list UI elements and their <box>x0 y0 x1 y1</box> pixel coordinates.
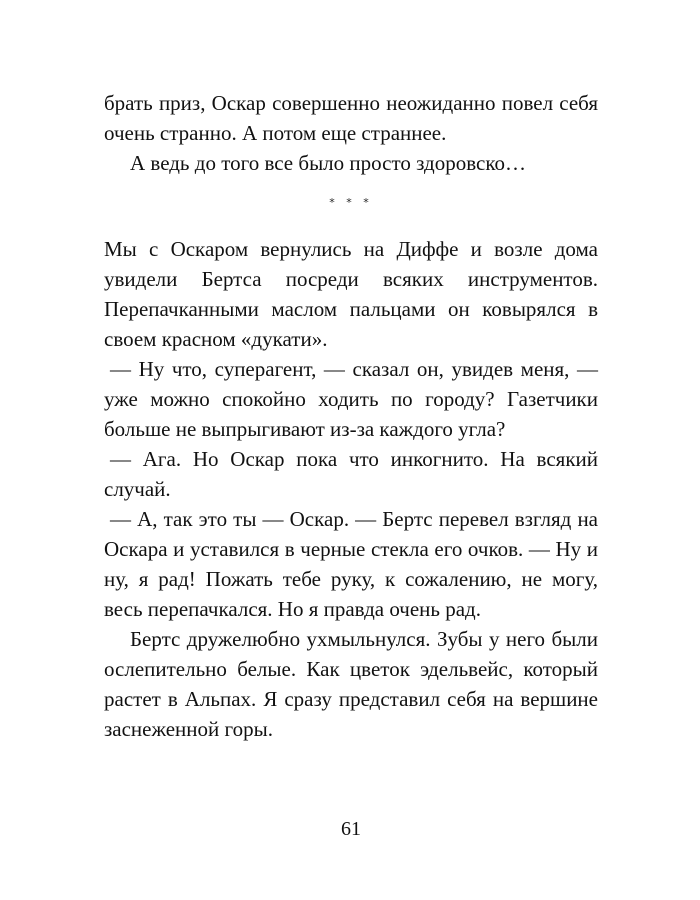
dialogue-line: — А, так это ты — Оскар. — Бертс перевел взгляд на Оскара и уставился в черные стекла его очков. — Ну и ну, я рад! Пожать тебе руку, к сожалению, не могу, весь перепачкался. Но я правда очень рад. <box>104 507 598 621</box>
section-separator: * * * <box>329 196 373 209</box>
paragraph-continuation: брать приз, Оскар совершенно неожиданно повел себя очень странно. А потом еще страннее. <box>104 91 598 145</box>
paragraph-opening: Мы с Оскаром вернулись на Диффе и возле дома увидели Бертса посреди всяких инструментов. Перепачканными маслом пальцами он ковырялся в своем красном «дукати». <box>104 237 598 351</box>
paragraph-narration: Бертс дружелюбно ухмыльнулся. Зубы у него были ослепительно белые. Как цветок эдельвейс, который растет в Альпах. Я сразу представил себя на вершине заснеженной горы. <box>104 627 598 741</box>
dialogue-line: — Ну что, суперагент, — сказал он, увидев меня, — уже можно спокойно ходить по городу? Газетчики больше не выпрыгивают из-за каждого угла? <box>104 357 598 441</box>
dialogue-line: — Ага. Но Оскар пока что инкогнито. На всякий случай. <box>104 447 598 501</box>
page-number: 61 <box>341 818 361 840</box>
main-text-block <box>104 234 598 744</box>
paragraph-closing: А ведь до того все было просто здоровско… <box>130 151 526 175</box>
top-text-block <box>104 88 598 178</box>
